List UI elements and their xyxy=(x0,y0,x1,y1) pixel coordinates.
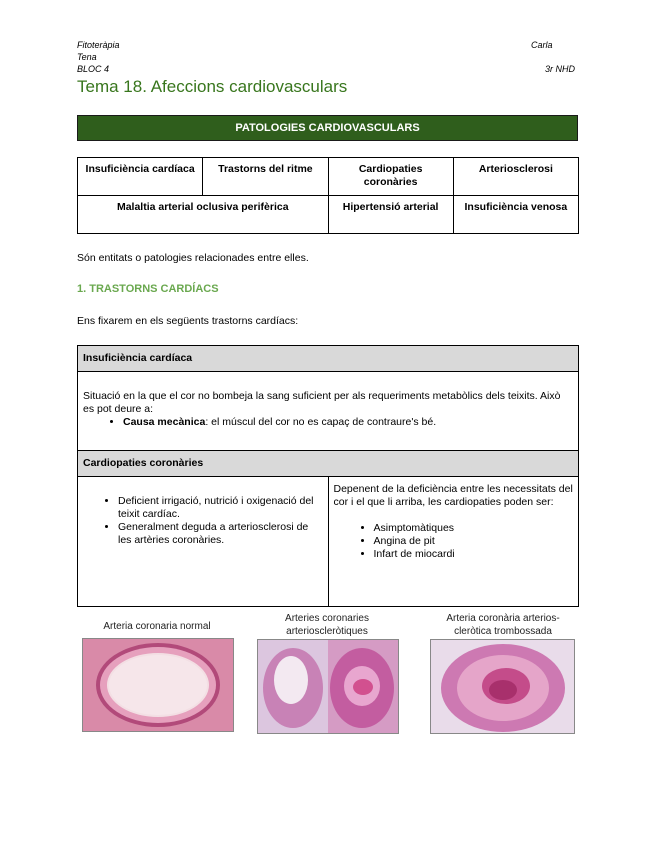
cardiopaties-right xyxy=(328,477,579,607)
insuficiencia-list xyxy=(83,416,573,429)
category-banner: PATOLOGIES CARDIOVASCULARS xyxy=(77,115,578,141)
header-author: Carla xyxy=(531,40,553,50)
page-title: Tema 18. Afeccions cardiovasculars xyxy=(77,77,348,96)
list-item: • Generalment deguda a arteriosclerosi de les artèries coronàries. xyxy=(118,521,323,547)
cardiopaties-right-list xyxy=(334,522,574,561)
category-cell: Trastorns del ritme xyxy=(203,158,328,196)
list-item: • Angina de pit xyxy=(374,535,574,548)
category-cell: Insuficiència cardíaca xyxy=(78,158,203,196)
normal-artery-image xyxy=(83,639,233,731)
thrombosed-artery-image xyxy=(431,640,574,733)
cardiopaties-left-list xyxy=(78,495,323,547)
header-left xyxy=(77,39,120,75)
category-table xyxy=(77,157,579,234)
category-cell: Arteriosclerosi xyxy=(453,158,578,196)
header-course: 3r NHD xyxy=(545,64,576,74)
header-block: BLOC 4 xyxy=(77,64,110,74)
list-item: • Asimptomàtiques xyxy=(374,522,574,535)
section-heading: 1. TRASTORNS CARDÍACS xyxy=(77,283,219,295)
category-cell: Hipertensió arterial xyxy=(328,196,453,234)
cardiopaties-table xyxy=(77,450,579,607)
list-item xyxy=(123,416,573,429)
figure-caption-1: Arteria coronaria normal xyxy=(103,621,211,632)
insuficiencia-table xyxy=(77,345,579,451)
cardiopaties-right-text: Depenent de la deficiència entre les necessitats del cor i el que li arriba, les cardiopaties poden ser: xyxy=(333,483,573,508)
bullet-rest: : el múscul del cor no es capaç de contraure's bé. xyxy=(205,416,437,428)
insuficiencia-body xyxy=(78,372,579,451)
category-row xyxy=(78,196,579,234)
category-cell: Insuficiència venosa xyxy=(453,196,578,234)
category-row xyxy=(78,158,579,196)
bullet-bold: Causa mecànica xyxy=(123,416,206,428)
intro-text: Són entitats o patologies relacionades entre elles. xyxy=(77,252,309,264)
cardiopaties-left xyxy=(78,477,329,607)
figure-caption-3: Arteria coronària arterios-cleròtica trombossada xyxy=(446,613,560,637)
atherosclerotic-arteries-image xyxy=(258,640,398,733)
cardiopaties-heading: Cardiopaties coronàries xyxy=(78,451,579,477)
figure-caption-2: Arteries coronaries arterioscleròtiques xyxy=(285,613,369,637)
insuficiencia-text: Situació en la que el cor no bombeja la sang suficient per als requeriments metabòlics dels teixits. Això es pot deure a: xyxy=(83,390,561,415)
header-topic: Tena xyxy=(77,52,97,62)
figure-atherosclerotic-arteries xyxy=(257,639,399,734)
list-item: • Infart de miocardi xyxy=(374,548,574,561)
category-cell: Malaltia arterial oclusiva perifèrica xyxy=(78,196,329,234)
header-subject: Fitoteràpia xyxy=(77,40,120,50)
insuficiencia-heading: Insuficiència cardíaca xyxy=(78,346,579,372)
figure-normal-artery xyxy=(82,638,234,732)
figure-thrombosed-artery xyxy=(430,639,575,734)
category-cell: Cardiopaties coronàries xyxy=(328,158,453,196)
section-lead: Ens fixarem en els següents trastorns cardíacs: xyxy=(77,315,299,327)
list-item: • Deficient irrigació, nutrició i oxigenació del teixit cardíac. xyxy=(118,495,323,521)
